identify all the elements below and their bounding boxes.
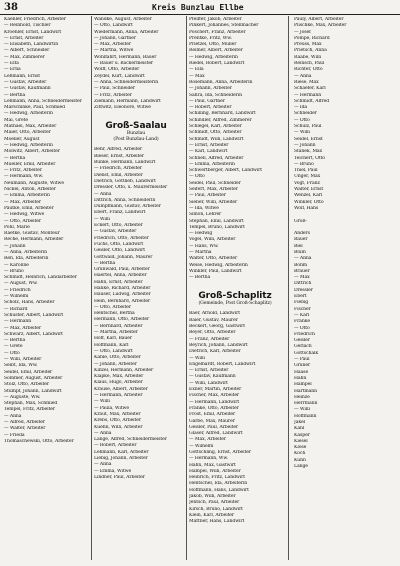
directory-entry: — Hedwig, Witwe bbox=[4, 212, 45, 218]
directory-entry: — Otto bbox=[189, 174, 205, 180]
directory-entry: — Elfa bbox=[4, 61, 19, 67]
directory-entry: — Otto, Arbeiter bbox=[4, 218, 42, 224]
directory-entry: Hentschel, Ida, Arbeiterin bbox=[189, 481, 248, 487]
directory-entry: Kiesel bbox=[294, 438, 308, 444]
directory-entry: Herrmann bbox=[294, 401, 318, 407]
directory-entry: — Karl bbox=[294, 312, 310, 318]
directory-entry: Schlegel, Karl, Arbeiter bbox=[189, 124, 242, 130]
directory-entry: — Friedrich bbox=[4, 287, 31, 293]
directory-entry: Franke, Otto, Arbeiter bbox=[189, 405, 239, 411]
directory-entry: — Hermann, Ww. bbox=[4, 174, 44, 180]
directory-entry: Ziemann, Hermann, Landwirt bbox=[94, 98, 161, 104]
directory-entry: — Max, Arbeiter bbox=[189, 437, 226, 443]
directory-entry: Friedrich, Otto, Arbeiter bbox=[94, 235, 149, 241]
directory-entry: Mathaei, Max, Arbeiter bbox=[4, 124, 57, 130]
directory-entry: — Anna, Arbeiterin bbox=[4, 249, 47, 255]
directory-entry: Schaefer, Karl bbox=[294, 86, 326, 92]
column-divider bbox=[91, 16, 92, 560]
directory-entry: Dienst, Emil, Arbeiter bbox=[94, 172, 143, 178]
column-2 bbox=[94, 17, 178, 560]
directory-entry: Prietzel, Otto, Müller bbox=[189, 42, 237, 48]
directory-entry: Simon, Lehrer bbox=[189, 212, 222, 218]
directory-entry: Garbe, Max, Maurer bbox=[189, 418, 235, 424]
section-heading-gross-schaplitz: Groß-Schaplitz bbox=[198, 291, 272, 302]
directory-entry: — Otto, Arbeiter bbox=[94, 304, 132, 310]
directory-entry: Hartmann bbox=[294, 388, 317, 394]
directory-entry: Koch bbox=[294, 451, 306, 457]
directory-entry: Reh, Ida, Arbeiterin bbox=[4, 256, 49, 262]
directory-entry: Stolz, Otto, Arbeiter bbox=[4, 382, 50, 388]
directory-entry: Maier, Otto, Arbeiter bbox=[4, 130, 51, 136]
directory-entry: — Anna bbox=[294, 256, 312, 262]
directory-entry: Klose bbox=[294, 445, 307, 451]
directory-entry: Schnell, Alfred, Arbeiter bbox=[189, 155, 244, 161]
directory-entry: — Ernst, Arbeiter bbox=[189, 368, 229, 374]
directory-entry: Rosemann, Anna, Arbeiterin bbox=[189, 79, 253, 85]
directory-entry: — Anna bbox=[94, 462, 112, 468]
directory-entry: — Bauer u. Bäckermeister bbox=[94, 61, 154, 67]
directory-entry: — Willi bbox=[189, 355, 205, 361]
directory-entry: Hoffmann, Hans, Landwirt bbox=[189, 487, 249, 493]
directory-entry: Bräuer bbox=[294, 268, 310, 274]
directory-entry: — Grete bbox=[4, 344, 23, 350]
directory-entry: — Max, Arbeiter bbox=[4, 199, 41, 205]
directory-entry: Ebert bbox=[294, 294, 307, 300]
directory-entry: — Martha bbox=[189, 249, 212, 255]
directory-entry: — Otto bbox=[294, 325, 310, 331]
directory-entry: Schneider bbox=[294, 111, 317, 117]
directory-entry: — Hermann, Arbeiter bbox=[94, 393, 143, 399]
directory-entry: — Hans, Ww. bbox=[189, 243, 219, 249]
directory-entry: Hanke, Richard, Arbeiter bbox=[94, 285, 151, 291]
directory-entry: Hoffmann bbox=[294, 413, 317, 419]
directory-entry: Lehmann, Ernst bbox=[4, 73, 40, 79]
directory-entry: — Paul, Schneider bbox=[94, 86, 136, 92]
directory-entry: Neumann, Auguste, Witwe bbox=[4, 180, 64, 186]
directory-entry: — Emma, Witwe bbox=[94, 468, 132, 474]
directory-entry: Kaehler, Friedrich, Arbeiter bbox=[4, 17, 66, 22]
directory-entry: Stumpf, Johann, Landwirt bbox=[4, 388, 62, 394]
directory-entry: Sieber, Willi, Arbeiter bbox=[189, 199, 238, 205]
directory-entry: Glaser, Alfred, Landwirt bbox=[189, 431, 243, 437]
section-subtitle: (Post Bunzlau-Land) bbox=[113, 137, 159, 143]
directory-entry: Stanek, Max bbox=[294, 149, 323, 155]
directory-entry: Beyrich, Johann, Landwirt bbox=[189, 342, 248, 348]
directory-entry: Heinrich, Fritz, Landwirt bbox=[189, 475, 245, 481]
directory-entry: Pompe, Richard bbox=[294, 35, 330, 41]
directory-entry: Plischke, Max, Arbeiter bbox=[294, 23, 347, 29]
directory-entry: Stephan, Emil, Landwirt bbox=[189, 218, 244, 224]
directory-entry: — Anna bbox=[94, 191, 112, 197]
directory-entry: — Anna bbox=[4, 413, 22, 419]
column-4 bbox=[294, 17, 394, 560]
directory-entry: Kühn bbox=[294, 457, 306, 463]
directory-entry: Pinkert, Johannes, Stellmacher bbox=[189, 23, 259, 29]
directory-entry: — Otto bbox=[294, 117, 310, 123]
directory-entry: — Hedwig, Arbeiterin bbox=[4, 111, 53, 117]
directory-entry: Schwertberger, Albert, Landwirt bbox=[189, 168, 262, 174]
page-header bbox=[0, 2, 400, 15]
directory-entry: — Wilhelm bbox=[189, 443, 214, 449]
directory-entry: — Reinhold, Tischler bbox=[4, 23, 51, 29]
directory-entry: Dietrich, Gottlieb, Landwirt bbox=[94, 178, 156, 184]
directory-entry: Groß- bbox=[294, 218, 307, 224]
directory-entry: — Fritz, Arbeiter bbox=[4, 168, 42, 174]
directory-entry: Fuchs, Otto, Landwirt bbox=[94, 241, 144, 247]
directory-entry: — Ida bbox=[294, 105, 308, 111]
directory-entry: — Otto bbox=[4, 350, 20, 356]
directory-entry: Preuss, Max bbox=[294, 42, 322, 48]
directory-entry: Anders bbox=[294, 231, 310, 237]
directory-entry: Behr, Alfred, Arbeiter bbox=[94, 147, 143, 153]
directory-entry: Fischer, Max, Arbeiter bbox=[189, 393, 240, 399]
directory-entry: — Emma, Arbeiterin bbox=[189, 161, 235, 167]
directory-entry: — Paul, Arbeiter bbox=[189, 193, 226, 199]
directory-entry: Gottschling, Ernst, Arbeiter bbox=[189, 450, 252, 455]
directory-entry: Gottwald, Johann, Maurer bbox=[94, 254, 153, 260]
directory-entry: — Ida, Witwe bbox=[189, 205, 219, 211]
directory-entry: Poschert, Franz, Arbeiter bbox=[189, 29, 246, 35]
section-subtitle: (Gemeinde, Post Groß-Schaplitz) bbox=[198, 301, 272, 307]
directory-entry: — Hedwig bbox=[189, 231, 213, 237]
directory-entry: — Johann bbox=[4, 243, 26, 249]
directory-entry: Frost, Emil, Arbeiter bbox=[189, 412, 236, 418]
directory-entry: — Hermann bbox=[294, 92, 322, 98]
section-heading-gross-saalau: Groß-Saalau bbox=[105, 121, 167, 132]
directory-entry: Prentke, Fritz, Ww. bbox=[189, 35, 232, 41]
directory-entry: — Auguste, Ww. bbox=[4, 394, 41, 400]
directory-entry: Thomaschewski, Otto, Arbeiter bbox=[4, 438, 74, 444]
directory-entry: — August, Ww. bbox=[4, 281, 38, 287]
directory-entry: Moeller, August bbox=[4, 136, 40, 142]
directory-entry: Bunke, Hermann, Landwirt bbox=[94, 160, 156, 166]
directory-entry: Schmidt, Heinrich, Landarbeiter bbox=[4, 275, 77, 281]
directory-entry: Hahn bbox=[294, 375, 307, 381]
directory-entry: — Bruno bbox=[4, 268, 24, 274]
directory-entry: Hermann, Otto, Arbeiter bbox=[94, 317, 150, 323]
directory-entry: Kirsch, Bruno, Landwirt bbox=[189, 506, 243, 512]
directory-entry: Kasper bbox=[294, 432, 310, 438]
directory-entry: Gottschalk bbox=[294, 350, 319, 356]
directory-entry: — Willi bbox=[294, 130, 310, 136]
directory-entry: Prietsch, Anna bbox=[294, 48, 327, 54]
directory-entry: Schuster, Albert, Landwirt bbox=[4, 312, 64, 318]
directory-entry: Krebs, Otto, Arbeiter bbox=[94, 418, 142, 424]
directory-entry: — Hedwig, Arbeiterin bbox=[189, 54, 238, 60]
directory-entry: Weise, Hedwig, Arbeiterin bbox=[189, 262, 248, 268]
directory-entry: Winkler, Paul, Landwirt bbox=[189, 268, 242, 274]
directory-entry: — Paul bbox=[294, 357, 310, 363]
directory-entry: Mai, Grete bbox=[4, 117, 28, 123]
column-divider bbox=[186, 16, 187, 560]
directory-entry: — Willi bbox=[94, 216, 110, 222]
directory-entry: Wenzel, Karl bbox=[294, 193, 323, 199]
directory-entry: Dittrich bbox=[294, 281, 312, 287]
directory-entry: — Gustav, Arbeiter bbox=[4, 79, 47, 85]
directory-entry: Molwitz, Albert, Arbeiter bbox=[4, 149, 60, 155]
directory-entry: — Robert, Arbeiter bbox=[94, 443, 137, 449]
directory-entry: — Max bbox=[189, 73, 205, 79]
directory-entry: — Robert, Arbeiter bbox=[189, 105, 232, 111]
directory-entry: Klapke, Max, Arbeiter bbox=[94, 374, 144, 380]
directory-entry: Mueller, Emil, Arbeiter bbox=[4, 161, 56, 167]
directory-entry: Scholz, Hans, Arbeiter bbox=[4, 300, 55, 306]
directory-entry: Lindner, Paul, Arbeiter bbox=[94, 474, 145, 480]
directory-entry: — Albert, Schneider bbox=[4, 48, 50, 54]
directory-entry: Friedrich bbox=[294, 331, 315, 337]
directory-entry: Seifert, Max, Arbeiter bbox=[189, 187, 238, 193]
directory-entry: Geisler, Paul, Arbeiter bbox=[189, 424, 239, 430]
directory-entry: Blum bbox=[294, 249, 306, 255]
directory-entry: Hahn, Ernst, Arbeiter bbox=[94, 279, 143, 285]
directory-entry: — Karoline bbox=[4, 262, 29, 268]
directory-entry: — Anna bbox=[294, 73, 312, 79]
directory-entry: Marschinke, Paul, Schmied bbox=[4, 105, 66, 111]
directory-entry: Geisler, Otto, Landwirt bbox=[94, 248, 145, 254]
directory-entry: Baier, Gustav, Maurer bbox=[189, 317, 238, 323]
directory-entry: — Martha, Arbeiter bbox=[94, 330, 138, 336]
directory-entry: Pautke, Emil, Arbeiter bbox=[4, 205, 54, 211]
directory-entry: — Wilhelm bbox=[4, 294, 29, 300]
column-1 bbox=[4, 17, 88, 560]
column-3 bbox=[189, 17, 281, 560]
directory-entry: — Ernst, Arbeiter bbox=[4, 35, 44, 41]
directory-entry: Hoff, Karl, Bauer bbox=[94, 336, 132, 342]
directory-entry: — Willi, Arbeiter bbox=[4, 357, 42, 363]
directory-entry: — Johann, Arbeiter bbox=[94, 361, 137, 367]
column-divider bbox=[288, 16, 289, 560]
directory-entry: — Hermann, Landwirt bbox=[189, 399, 240, 405]
directory-entry: Dumpfmann, Gustav, Arbeiter bbox=[94, 204, 161, 210]
directory-entry: Geisler bbox=[294, 338, 310, 344]
directory-entry: Schulz, Paul bbox=[294, 124, 322, 130]
directory-entry: Zeydel, Kurt, Landwirt bbox=[94, 73, 145, 79]
directory-entry: Dressler, Otto, u. Maurermeister bbox=[94, 185, 168, 191]
directory-entry: — Bertha bbox=[4, 92, 26, 98]
directory-entry: Reinsch, Paul bbox=[294, 61, 325, 67]
directory-entry: Schmidt, Alfred bbox=[294, 98, 330, 104]
directory-entry: Wohlfahrt, Hermann, Bauer bbox=[94, 54, 157, 60]
directory-entry: Haase bbox=[294, 369, 309, 375]
directory-entry: — Anna, Schneidermeisterin bbox=[94, 79, 159, 85]
directory-entry: Wolf, Hans bbox=[294, 205, 319, 211]
directory-entry: Beckert, Georg, Gastwirt bbox=[189, 324, 245, 330]
directory-entry: Tempel, Bruno, Landwirt bbox=[189, 224, 245, 230]
directory-entry: Winkler, Otto bbox=[294, 199, 324, 205]
directory-entry: Heinze bbox=[294, 394, 310, 400]
directory-entry: Klein, Karl, Arbeiter bbox=[189, 512, 235, 518]
directory-entry: Kraut, Max, Arbeiter bbox=[94, 411, 141, 417]
directory-entry: Seidel, Emil, Arbeiter bbox=[4, 369, 53, 375]
directory-entry: Bohm bbox=[294, 262, 308, 268]
directory-entry: Biel bbox=[294, 243, 303, 249]
directory-entry: — Friedrich, Arbeiter bbox=[94, 166, 142, 172]
directory-entry: Fiebig bbox=[294, 300, 309, 306]
directory-entry: — Frieda bbox=[4, 432, 25, 438]
directory-entry: — Hedwig, Arbeiterin bbox=[4, 142, 53, 148]
directory-entry: Vogt, Franz bbox=[294, 180, 320, 186]
directory-entry: Wiedermann, Anna, Arbeiter bbox=[94, 29, 159, 35]
directory-entry: Gruner bbox=[294, 363, 311, 369]
directory-entry: Pohl, Marie bbox=[4, 224, 30, 230]
directory-entry: Hahn, Max, Gastwirt bbox=[189, 462, 236, 468]
directory-entry: Seidel, Paul, Schneider bbox=[189, 180, 241, 186]
directory-entry: Pauly, Albert, Arbeiter bbox=[294, 17, 344, 22]
directory-entry: Schmidt, Willi, Landwirt bbox=[189, 136, 244, 142]
directory-entry: Jentsch, Paul, Arbeiter bbox=[189, 500, 240, 506]
directory-entry: Klaus, Hugo, Arbeiter bbox=[94, 380, 143, 386]
directory-entry: — Fritz, Arbeiter bbox=[94, 92, 132, 98]
directory-entry: — Paul, Gärtner bbox=[189, 98, 225, 104]
directory-entry: — Willi bbox=[94, 399, 110, 405]
directory-entry: — Bertha bbox=[4, 155, 26, 161]
directory-entry: Jakob, Willi, Arbeiter bbox=[189, 494, 236, 500]
directory-entry: Riese, Max bbox=[294, 79, 319, 85]
directory-entry: Gerlach bbox=[294, 344, 312, 350]
directory-entry: Bieser, Ernst, Arbeiter bbox=[94, 153, 144, 159]
directory-entry: — Alfred, Arbeiter bbox=[4, 420, 45, 425]
directory-entry: — Johann bbox=[294, 142, 316, 148]
directory-entry: Schwarz, Albert, Landwirt bbox=[4, 331, 63, 337]
directory-entry: — Max bbox=[294, 275, 310, 281]
directory-entry: Vogel, Willi, Arbeiter bbox=[189, 237, 236, 243]
directory-entry: Seibt, Ida, Ww. bbox=[4, 363, 38, 369]
directory-entry: Mattner, Hans, Landwirt bbox=[189, 519, 245, 525]
directory-entry: Hampel bbox=[294, 382, 312, 388]
directory-entry: Baer, Arnold, Landwirt bbox=[189, 311, 240, 317]
directory-entry: — Hermann, Ww. bbox=[189, 456, 229, 462]
directory-entry: Grunwald, Paul, Arbeiter bbox=[94, 267, 150, 273]
directory-entry: — Anna bbox=[94, 430, 112, 436]
directory-entry: — Emma, Arbeiterin bbox=[4, 193, 50, 199]
directory-entry: Nickel, Anton, Arbeiter bbox=[4, 187, 56, 193]
directory-entry: — Bertha bbox=[94, 260, 116, 266]
directory-entry: — Franz, Arbeiter bbox=[189, 336, 230, 342]
directory-entry: Hauser, Ludwig, Arbeiter bbox=[94, 292, 151, 298]
directory-entry: — Willi bbox=[294, 407, 310, 413]
directory-entry: Hoffmann, Karl bbox=[94, 342, 129, 348]
directory-entry: Krause, Albert, Arbeiter bbox=[94, 386, 148, 392]
directory-entry: Kahle, Otto, Arbeiter bbox=[94, 355, 141, 361]
directory-entry: Reimer, Albert, Arbeiter bbox=[189, 48, 243, 54]
directory-entry: Fischer bbox=[294, 306, 311, 312]
directory-entry: Exner, Martin, Arbeiter bbox=[189, 387, 242, 393]
directory-entry: — Gustav, Arbeiter bbox=[94, 229, 137, 235]
directory-entry: Wolff, Otto, Arbeiter bbox=[94, 67, 140, 73]
directory-entry: Thiel, Paul bbox=[294, 168, 318, 174]
directory-entry: — Otto, Landwirt bbox=[94, 348, 133, 354]
directory-entry: Reche, Hermann, Arbeiter bbox=[4, 237, 64, 243]
directory-entry: Hampel, Willi, Arbeiter bbox=[189, 468, 241, 474]
directory-entry: Stephan, Max, Schmied bbox=[4, 401, 58, 407]
directory-entry: — Bertha bbox=[189, 275, 211, 281]
directory-entry: Liebig, Johann, Arbeiter bbox=[94, 456, 148, 461]
directory-entry: Wandke, August, Arbeiter bbox=[94, 17, 152, 22]
directory-entry: Lange, Alfred, Schneidermeister bbox=[94, 437, 167, 443]
directory-entry: Walter, Otto, Arbeiter bbox=[189, 256, 238, 262]
directory-entry: Beyer, Otto, Arbeiter bbox=[189, 330, 236, 336]
directory-entry: — Erna bbox=[4, 67, 21, 73]
directory-entry: Dietrich, Karl, Arbeiter bbox=[189, 349, 241, 355]
directory-entry: Zittwitz, Eleonore, Witwe bbox=[94, 105, 151, 111]
directory-entry: Kahl bbox=[294, 426, 305, 432]
directory-entry: Richter, Otto bbox=[294, 67, 323, 73]
directory-entry: Pfeiffer, Jakob, Arbeiter bbox=[189, 17, 242, 22]
directory-entry: Kuehn, Willi, Arbeiter bbox=[94, 424, 143, 430]
directory-entry: Raetke, Gustav, Monteur bbox=[4, 231, 60, 237]
directory-entry: — Gustav, Kaufmann bbox=[4, 86, 51, 92]
directory-entry: — Richard bbox=[4, 306, 28, 312]
directory-entry: — Johann, Arbeiter bbox=[189, 86, 232, 92]
directory-entry: Hentschel, Bertha bbox=[94, 311, 135, 317]
directory-entry: Jäkel bbox=[294, 420, 306, 425]
directory-entry: — Max, Arbeiter bbox=[4, 325, 41, 331]
directory-entry: Teichert, Otto bbox=[294, 155, 325, 161]
directory-entry: — Willi, Landwirt bbox=[189, 380, 228, 386]
directory-entry: Riedel, Robert, Landwirt bbox=[189, 61, 245, 67]
directory-entry: Lehmann, Karl, Arbeiter bbox=[94, 449, 149, 455]
directory-entry: Lehmann, Anna, Schneidermeister bbox=[4, 98, 82, 104]
directory-entry: — Ella bbox=[189, 67, 204, 73]
directory-entry: Unger, Max bbox=[294, 174, 321, 180]
directory-entry: — Walter, Arbeiter bbox=[4, 426, 46, 432]
directory-entry: Hein, Bernhard, Arbeiter bbox=[94, 298, 151, 304]
directory-entry: Kroehler, Ernst, Landwirt bbox=[4, 29, 62, 35]
directory-entry: — Gustav, Kaufmann bbox=[189, 374, 236, 380]
directory-entry: — Max, Zimmerer bbox=[4, 54, 45, 60]
directory-entry: Engelhardt, Robert, Landwirt bbox=[189, 361, 256, 367]
directory-entry: — Bertha bbox=[4, 338, 26, 344]
directory-entry: — Johann, Gärtner bbox=[94, 35, 136, 41]
directory-entry: — Hermann bbox=[4, 319, 32, 325]
directory-entry: Sahra, Ida, Schneiderin bbox=[189, 92, 242, 98]
directory-entry: — Martha, Witwe bbox=[94, 48, 134, 54]
directory-entry: Sommer, August, Arbeiter bbox=[4, 375, 63, 381]
directory-entry: — Karl, Landwirt bbox=[189, 149, 228, 155]
directory-entry: — Paula, Witwe bbox=[94, 405, 129, 411]
directory-entry: Bauer bbox=[294, 237, 308, 243]
directory-entry: Lange bbox=[294, 464, 308, 470]
directory-entry: — Bernhard, Arbeiter bbox=[94, 323, 143, 329]
directory-entry: Ebert, Franz, Landwirt bbox=[94, 210, 146, 216]
directory-entry: Walter, Ernst bbox=[294, 187, 324, 193]
directory-entry: Dressler bbox=[294, 287, 313, 293]
directory-entry: Schmidt, Otto, Arbeiter bbox=[189, 130, 242, 136]
directory-entry: Seidel, Ernst bbox=[294, 136, 323, 142]
running-title: Kreis Bunzlau Ellbe bbox=[152, 3, 244, 12]
directory-entry: Schilling, Bernhard, Landwirt bbox=[189, 111, 256, 117]
directory-entry: Tempel, Fritz, Arbeiter bbox=[4, 407, 55, 413]
directory-entry: Schindler, Alfred, Zimmerer bbox=[189, 117, 252, 123]
directory-entry: Dittrich, Anna, Schneiderin bbox=[94, 197, 156, 203]
directory-entry: — Josef bbox=[294, 29, 311, 35]
directory-entry: — Max, Arbeiter bbox=[94, 42, 131, 48]
directory-entry: — Bruno bbox=[294, 161, 314, 167]
directory-entry: Eckert, Otto, Arbeiter bbox=[94, 223, 143, 229]
directory-entry: — Ernst, Arbeiter bbox=[189, 142, 229, 148]
directory-entry: Kinzel, Hermann, Arbeiter bbox=[94, 367, 154, 373]
directory-entry: Franke bbox=[294, 319, 310, 325]
directory-entry: — Elisabeth, Landwirtin bbox=[4, 42, 59, 48]
directory-entry: Raabe, Willi bbox=[294, 54, 321, 60]
section-subtitle: Bunzlau bbox=[126, 131, 146, 137]
page-number: 38 bbox=[4, 2, 18, 13]
directory-entry: Haertel, Anna, Arbeiter bbox=[94, 273, 147, 279]
directory-entry: — Otto, Landwirt bbox=[94, 23, 133, 29]
